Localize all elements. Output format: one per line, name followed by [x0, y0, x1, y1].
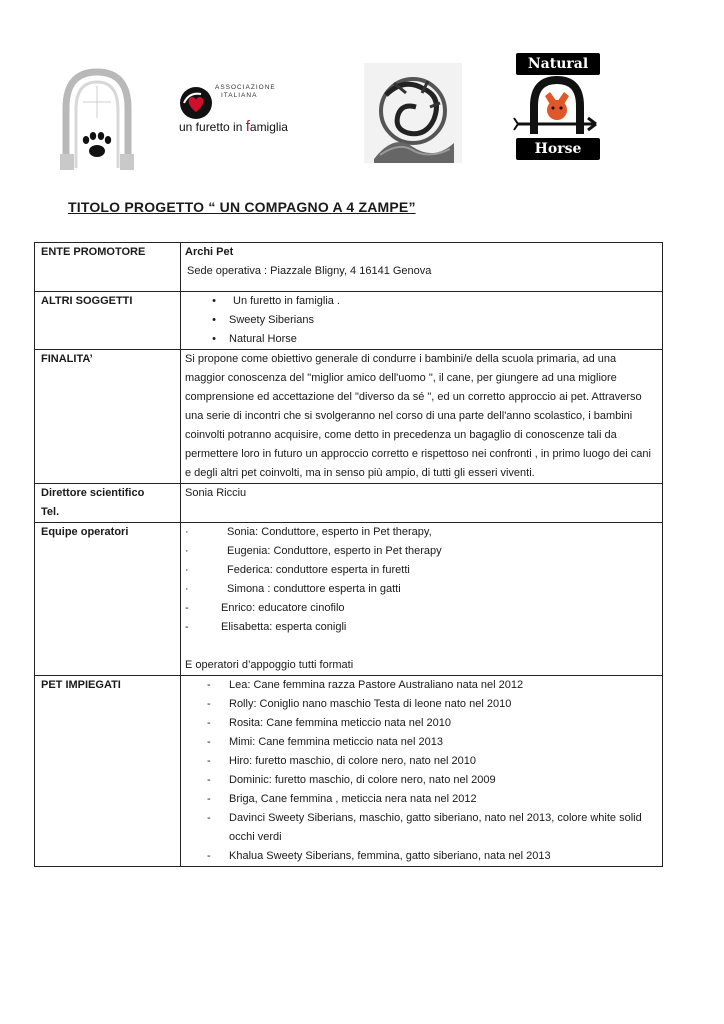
value-direttore: Sonia Ricciu: [181, 484, 663, 523]
archi-pet-logo: [38, 58, 156, 176]
list-item: - Khalua Sweety Siberians, femmina, gatto siberiano, nata nel 2013: [207, 850, 551, 862]
label-ente-promotore: ENTE PROMOTORE: [35, 243, 181, 292]
natural-horse-logo: [512, 50, 602, 160]
value-equipe: [181, 523, 663, 676]
sweety-siberians-logo: [364, 63, 462, 163]
list-item: - Briga, Cane femmina , meticcia nera nata nel 2012: [207, 793, 477, 805]
list-item: - Rosita: Cane femmina meticcio nata nel 2010: [207, 717, 451, 729]
ente-address: Sede operativa : Piazzale Bligny, 4 16141 Genova: [187, 265, 432, 277]
row-direttore: [35, 484, 663, 523]
value-altri-soggetti: [181, 292, 663, 350]
value-finalita: [181, 350, 663, 484]
label-direttore: Direttore scientifico Tel.: [35, 484, 181, 523]
ente-name: Archi Pet: [185, 246, 234, 258]
label-equipe: Equipe operatori: [35, 523, 181, 676]
list-item: · Sonia: Conduttore, esperto in Pet therapy,: [185, 526, 432, 538]
row-equipe: [35, 523, 663, 676]
equipe-footer: E operatori d’appoggio tutti formati: [185, 659, 354, 671]
value-pet-impiegati: [181, 676, 663, 867]
natural-horse-banner-top: Natural: [516, 53, 600, 75]
row-pet-impiegati: [35, 676, 663, 867]
association-caption: ASSOCIAZIONE ITALIANA: [215, 84, 276, 99]
value-ente-promotore: [181, 243, 663, 292]
list-item: - Enrico: educatore cinofilo: [185, 602, 345, 614]
list-item-continuation: occhi verdi: [229, 831, 282, 843]
arch-paw-icon: [38, 58, 156, 176]
furetto-brand-name: un furetto in famiglia: [179, 118, 288, 135]
list-item: - Mimi: Cane femmina meticcio nata nel 2013: [207, 736, 443, 748]
row-finalita: [35, 350, 663, 484]
list-item: - Hiro: furetto maschio, di colore nero, nato nel 2010: [207, 755, 477, 767]
list-item: · Federica: conduttore esperta in furetti: [185, 564, 410, 576]
list-item: · Eugenia: Conduttore, esperto in Pet therapy: [185, 545, 442, 557]
label-pet-impiegati: PET IMPIEGATI: [35, 676, 181, 867]
row-ente-promotore: [35, 243, 663, 292]
document-title: TITOLO PROGETTO “ UN COMPAGNO A 4 ZAMPE”: [68, 199, 416, 215]
finalita-paragraph: Si propone come obiettivo generale di condurre i bambini/e della scuola primaria, ad una maggior conoscenza del "miglior amico dell'uomo ", il cane, per giungere ad una migliore comprensione ed accettazione del "diverso da sé ", ed un corretto approccio ai pet. Attraverso una serie di incontri che si svolgeranno nel corso di una parte dell'anno scolastico, i bambini coinvolti potranno acquisire, come detto in precedenza un bagaglio di conoscenze tali da permettere loro in futuro un approccio corretto e rispettoso nei confronti , in primo luogo dei cani e degli altri pet coinvolti, ma in senso più ampio, di tutti gli esseri viventi.: [185, 353, 651, 479]
list-item: - Elisabetta: esperta conigli: [185, 621, 347, 633]
dragon-icon: [364, 63, 462, 163]
horseshoe-fox-icon: [512, 72, 602, 142]
list-item: - Lea: Cane femmina razza Pastore Australiano nata nel 2012: [207, 679, 524, 691]
natural-horse-banner-bottom: Horse: [516, 138, 600, 160]
list-item: · Simona : conduttore esperta in gatti: [185, 583, 401, 595]
label-altri-soggetti: ALTRI SOGGETTI: [35, 292, 181, 350]
list-item: • Sweety Siberians: [212, 314, 314, 326]
row-altri-soggetti: [35, 292, 663, 350]
label-finalita: FINALITA’: [35, 350, 181, 484]
list-item: - Davinci Sweety Siberians, maschio, gatto siberiano, nato nel 2013, colore white solid: [207, 812, 642, 824]
list-item: - Rolly: Coniglio nano maschio Testa di leone nato nel 2010: [207, 698, 512, 710]
ferret-heart-icon: [179, 86, 213, 120]
list-item: • Natural Horse: [212, 333, 297, 345]
furetto-famiglia-logo: [175, 84, 310, 140]
project-table: [34, 242, 663, 867]
list-item: • Un furetto in famiglia .: [212, 295, 340, 307]
list-item: - Dominic: furetto maschio, di colore nero, nato nel 2009: [207, 774, 496, 786]
